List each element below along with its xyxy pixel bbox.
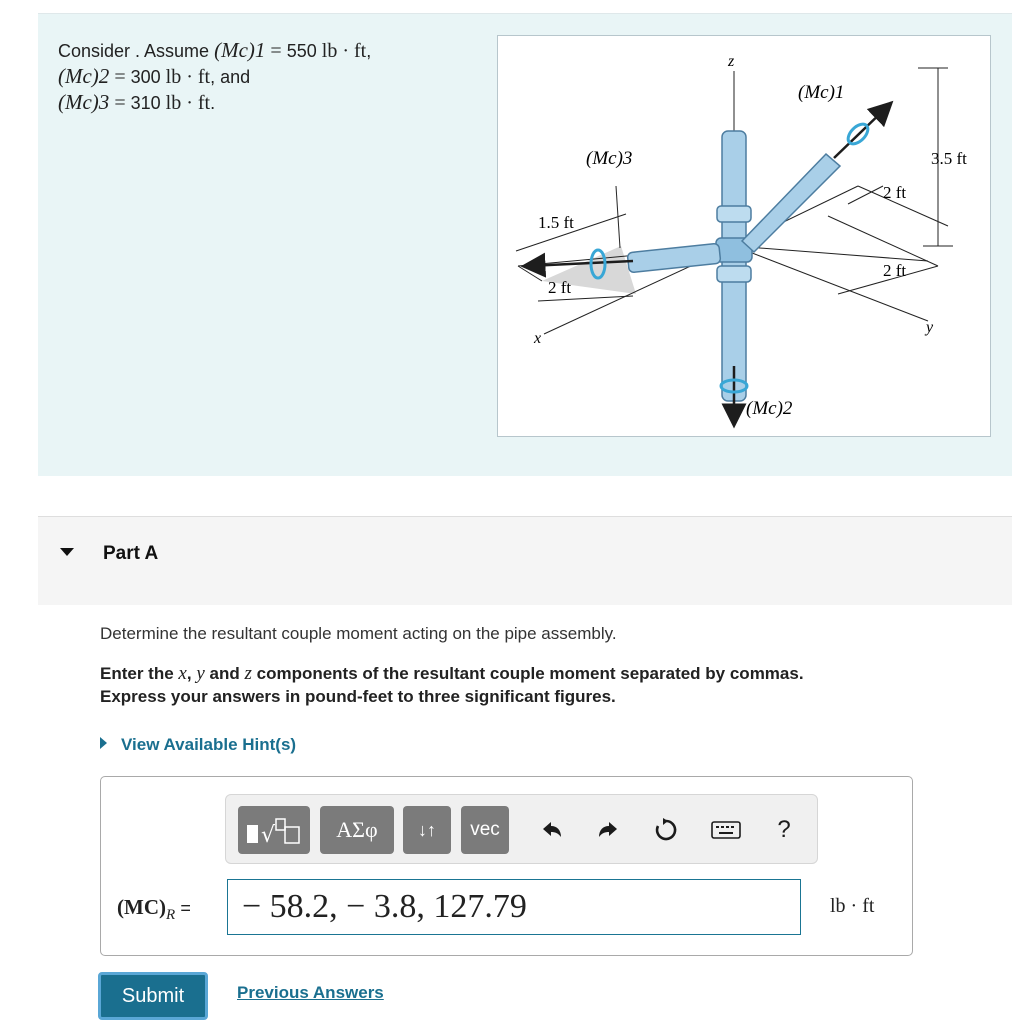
moment-2-symbol: (Mc)2 — [58, 64, 110, 88]
answer-input[interactable]: − 58.2, − 3.8, 127.79 — [227, 879, 801, 935]
expand-triangle-icon — [100, 737, 107, 749]
pipe-arm-3 — [627, 243, 721, 273]
keyboard-icon[interactable] — [706, 806, 746, 854]
moment-3-symbol: (Mc)3 — [58, 90, 110, 114]
moment-1-symbol: (Mc)1 — [214, 38, 266, 62]
dim-3-5ft-label: 3.5 ft — [931, 149, 967, 168]
moment-1-arrow — [834, 106, 888, 158]
moment-1-value: 550 — [286, 41, 317, 61]
pipe-coupling-top — [717, 206, 751, 222]
ref-line-2 — [828, 216, 938, 266]
y-axis-label: y — [926, 319, 934, 336]
pipe-coupling-bottom — [717, 266, 751, 282]
instr-enter: Enter the — [100, 664, 174, 683]
instr-line2: Express your answers in pound-feet to three significant figures. — [100, 687, 616, 706]
math-toolbar — [225, 794, 818, 864]
comma-1: , — [366, 41, 372, 61]
dim-1-5ft-label: 1.5 ft — [538, 213, 574, 232]
moment-3-label: (Mc)3 — [586, 148, 633, 169]
help-button[interactable]: ? — [777, 816, 791, 843]
answer-unit: lb · ft — [830, 895, 875, 917]
dim-2ft-left-label: 2 ft — [548, 278, 572, 297]
subscript-superscript-button[interactable]: ↓↑ — [403, 806, 451, 854]
moment-1-unit: lb · ft — [321, 40, 367, 62]
vector-button[interactable]: vec — [461, 806, 509, 854]
reset-icon[interactable] — [646, 806, 686, 854]
z-axis-label: z — [728, 53, 735, 70]
x-axis-label: x — [534, 330, 542, 347]
instr-and: and — [209, 664, 240, 683]
dim-2ft-ground-label: 2 ft — [883, 261, 907, 280]
problem-prefix: Consider . Assume — [58, 41, 210, 61]
answer-label-main: (MC) — [117, 895, 166, 919]
instructions — [100, 662, 980, 708]
collapse-caret-icon[interactable] — [60, 548, 74, 556]
problem-text: Consider . Assume (Mc)1 = 550 lb · ft, (Mc)2 = 300 lb · ft, and (Mc)3 = 310 lb · ft. — [58, 38, 372, 114]
part-a-header[interactable] — [38, 516, 1012, 605]
instr-y: y — [196, 663, 205, 684]
answer-box — [100, 776, 913, 956]
dim-2ft-arm-label: 2 ft — [883, 183, 907, 202]
answer-equals: = — [180, 898, 191, 918]
pipe-assembly-diagram — [498, 36, 990, 436]
pipe-arm-1 — [742, 154, 840, 252]
sqrt-template-icon — [245, 815, 303, 845]
moment-2-value: 300 — [130, 67, 161, 87]
view-hints-link[interactable] — [100, 735, 296, 755]
moment-1-label: (Mc)1 — [798, 82, 845, 103]
answer-label — [117, 895, 191, 924]
pipe-assembly-figure — [497, 35, 991, 437]
moment-2-label: (Mc)2 — [746, 398, 793, 419]
svg-text:√: √ — [261, 823, 276, 845]
part-title: Part A — [103, 543, 159, 564]
question-text: Determine the resultant couple moment acting on the pipe assembly. — [100, 624, 617, 643]
comma-2: , — [210, 67, 216, 87]
moment-2-unit: lb · ft — [165, 66, 211, 88]
instr-x: x — [178, 663, 187, 684]
redo-icon[interactable] — [588, 806, 628, 854]
previous-answers-link[interactable]: Previous Answers — [237, 983, 384, 1002]
instr-z: z — [244, 663, 252, 684]
moment-3-unit: lb · ft — [165, 92, 211, 114]
answer-label-subscript: R — [165, 907, 176, 923]
y-axis — [734, 246, 928, 321]
and-word: and — [220, 67, 251, 87]
undo-icon[interactable] — [532, 806, 572, 854]
templates-button[interactable] — [238, 806, 310, 854]
moment-3-value: 310 — [130, 93, 161, 113]
submit-button[interactable]: Submit — [98, 972, 208, 1020]
instr-rest: components of the resultant couple moment separated by commas. — [256, 664, 804, 683]
instr-comma: , — [186, 664, 192, 683]
hint-label: View Available Hint(s) — [121, 735, 297, 754]
greek-symbols-button[interactable]: ΑΣφ — [320, 806, 394, 854]
problem-statement-panel — [38, 13, 1012, 476]
